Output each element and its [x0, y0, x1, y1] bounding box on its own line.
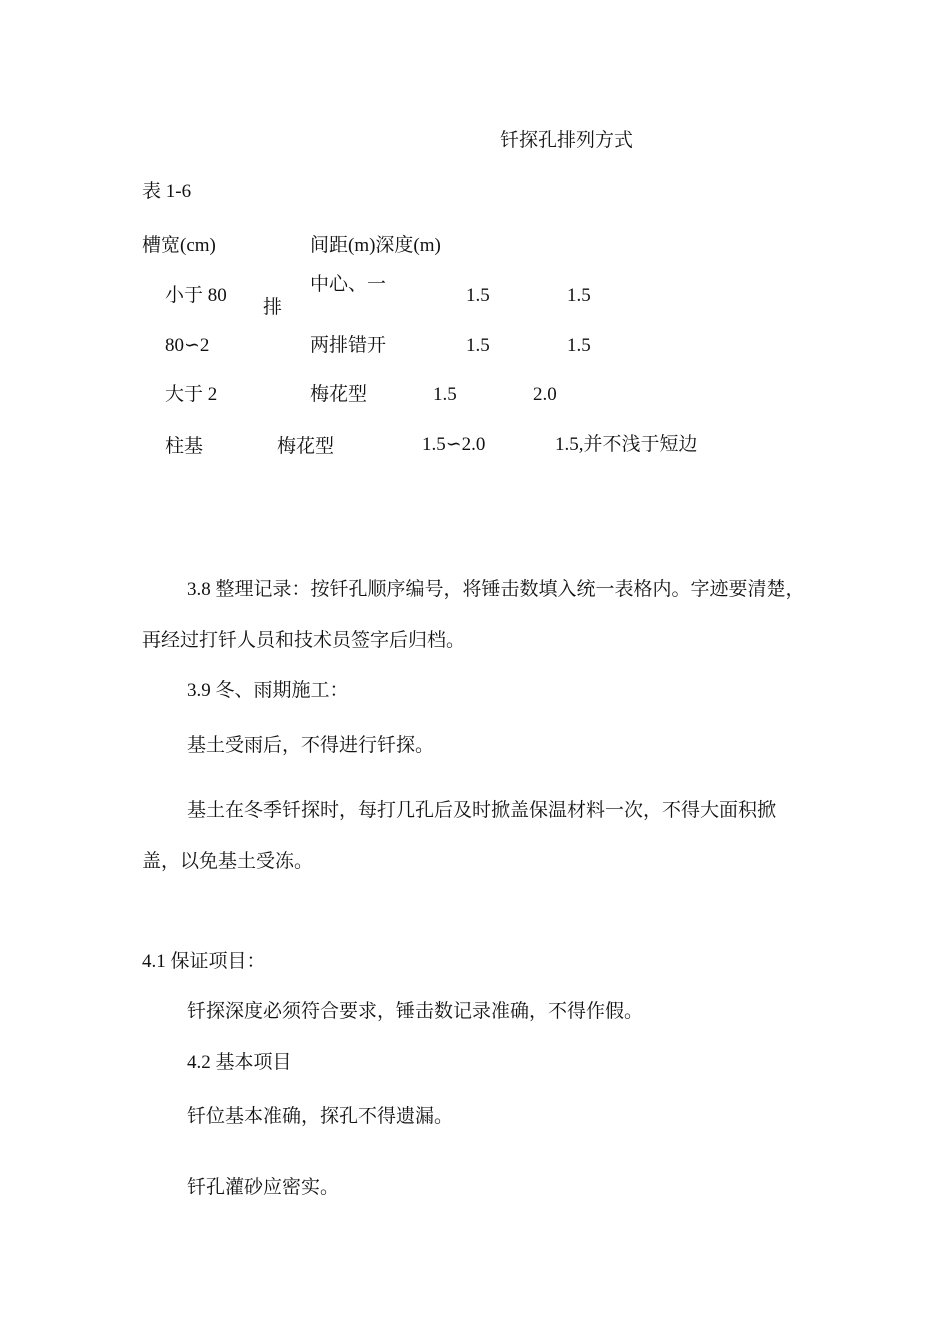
cell-method-continued: 排	[263, 297, 283, 318]
table-header-width: 槽宽(cm)	[142, 235, 216, 256]
heading-3-9: 3.9 冬、雨期施工：	[187, 680, 349, 701]
heading-4-1: 4.1 保证项目：	[142, 951, 266, 972]
cell-method: 梅花型	[310, 384, 368, 405]
cell-width: 80∽2	[165, 335, 210, 356]
paragraph-4-1-a: 钎探深度必须符合要求，锤击数记录准确，不得作假。	[187, 1001, 644, 1022]
paragraph-4-2-b: 钎孔灌砂应密实。	[187, 1177, 340, 1198]
cell-depth: 1.5,并不浅于短边	[555, 434, 698, 455]
cell-spacing: 1.5∽2.0	[422, 434, 486, 455]
paragraph-3-9-a: 基土受雨后，不得进行钎探。	[187, 735, 435, 756]
cell-method: 中心、一	[310, 274, 387, 295]
table-header-spacing-depth: 间距(m)深度(m)	[310, 235, 441, 256]
cell-width: 大于 2	[165, 384, 218, 405]
paragraph-3-8-continued: 再经过打钎人员和技术员签字后归档。	[142, 630, 466, 651]
cell-depth: 1.5	[567, 335, 591, 356]
cell-method: 梅花型	[277, 436, 335, 457]
table-label: 表 1-6	[142, 181, 192, 202]
heading-4-2: 4.2 基本项目	[187, 1052, 292, 1073]
paragraph-4-2-a: 钎位基本准确，探孔不得遗漏。	[187, 1106, 454, 1127]
cell-spacing: 1.5	[466, 335, 490, 356]
cell-spacing: 1.5	[466, 285, 490, 306]
paragraph-3-8: 3.8 整理记录：按钎孔顺序编号，将锤击数填入统一表格内。字迹要清楚，	[187, 579, 805, 600]
cell-method: 两排错开	[310, 335, 387, 356]
cell-depth: 1.5	[567, 285, 591, 306]
table-title: 钎探孔排列方式	[500, 130, 634, 151]
cell-spacing: 1.5	[433, 384, 457, 405]
cell-depth: 2.0	[533, 384, 557, 405]
cell-width: 柱基	[165, 436, 204, 457]
paragraph-3-9-b-continued: 盖，以免基土受冻。	[142, 851, 314, 872]
paragraph-3-9-b: 基土在冬季钎探时，每打几孔后及时掀盖保温材料一次，不得大面积掀	[187, 800, 777, 821]
cell-width: 小于 80	[165, 285, 227, 306]
